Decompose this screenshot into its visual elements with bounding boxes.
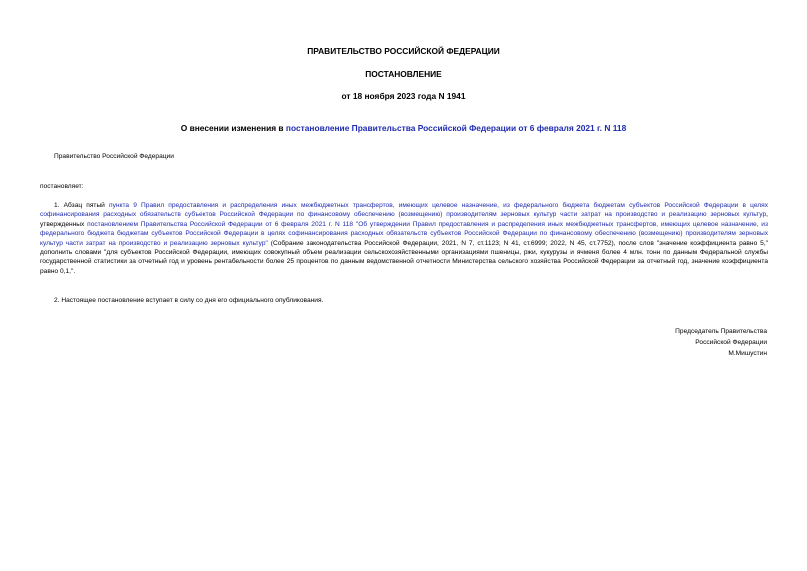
government-heading: ПРАВИТЕЛЬСТВО РОССИЙСКОЙ ФЕДЕРАЦИИ	[307, 46, 500, 56]
issuer-text: Правительство Российской Федерации	[54, 153, 174, 160]
signature-title-line1: Председатель Правительства	[675, 328, 767, 335]
decree-word: постановляет:	[40, 183, 84, 190]
title-prefix: О внесении изменения в	[180, 123, 286, 133]
signature-title-line2: Российской Федерации	[695, 339, 767, 346]
title-decree-link[interactable]: постановление Правительства Российской Федерации от 6 февраля 2021 г. N 118	[285, 123, 627, 133]
clause-1-end: (Собрание законодательства Российской Федерации, 2021, N 7, ст.1123; N 41, ст.6999; 2022, N 45, ст.7752), после слов "значение коэффициента равно 5," дополнить словами "для субъектов Российской Федерации, имеющих совокупный объем реализации сельскохозяйственными организациями пшеницы, ржи, кукурузы и ячменя более 4 млн. тонн по данным Федеральной службы государственной статистики за отчетный год и уровень рентабельности более 25 процентов по данным ведомственной отчетности Министерства сельского хозяйства Российской Федерации за отчетный год, значение коэффициента равно 0,1,".	[40, 239, 768, 275]
date-number-heading: от 18 ноября 2023 года N 1941	[341, 91, 466, 101]
signature-block	[675, 326, 767, 359]
signature-name: М.Мишустин	[728, 350, 767, 357]
clause-1	[40, 201, 768, 276]
clause-1-mid: , утвержденных	[40, 211, 768, 228]
clause-2: 2. Настоящее постановление вступает в силу со дня его официального опубликования.	[54, 297, 324, 304]
document-title	[0, 123, 807, 133]
clause-1-start: 1. Абзац пятый	[54, 202, 110, 209]
decree-118-link[interactable]: постановлением Правительства Российской Федерации от 6 февраля 2021 г. N 118 "Об утверждении Правил предоставления и распределения иных межбюджетных трансфертов, имеющих целевое назначение, из федерального бюджета бюджетам субъектов Российской Федерации в целях софинансирования расходных обязательств субъектов Российской Федерации по финансовому обеспечению (возмещению) производителям зерновых культур части затрат на производство и реализацию зерновых культур"	[40, 220, 768, 247]
rules-paragraph-link[interactable]: пункта 9 Правил предоставления и распределения иных межбюджетных трансфертов, имеющих целевое назначение, из федерального бюджета бюджетам субъектов Российской Федерации в целях софинансирования расходных обязательств субъектов Российской Федерации по финансовому обеспечению (возмещению) производителям зерновых культур части затрат на производство и реализацию зерновых культур	[40, 202, 768, 219]
document-type-heading: ПОСТАНОВЛЕНИЕ	[365, 69, 442, 79]
